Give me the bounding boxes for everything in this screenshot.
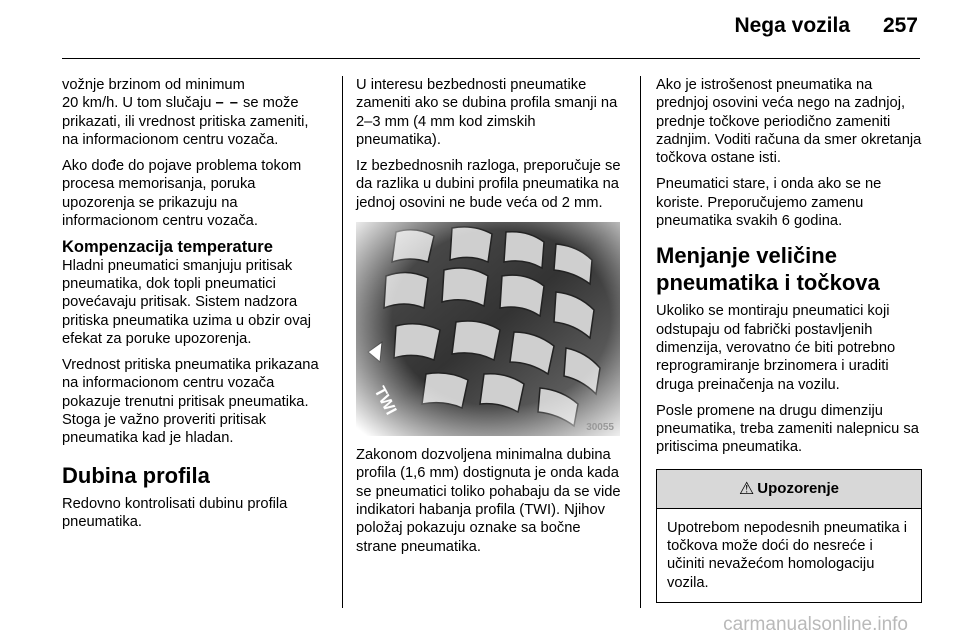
column-divider [640, 76, 641, 608]
section-heading: Dubina profila [62, 462, 210, 488]
warning-title: Upozorenje [757, 479, 839, 497]
page-number: 257 [882, 14, 918, 37]
paragraph: Vrednost pritiska pneumatika prikazana na informacionom centru vozača pokazuje trenutni pritisak pneumatika. Stoga je važno proveriti pritisak pneumatika kad je hladan. [62, 357, 319, 447]
warning-header [657, 470, 921, 509]
paragraph: Ukoliko se montiraju pneumatici koji odstupaju od fabrički postavljenih dimenzija, verovatno će biti potrebno reprogramiranje brzinomera i uraditi druga preinačenja na vozilu. [656, 303, 896, 393]
paragraph [62, 76, 328, 149]
paragraph: Iz bezbednosnih razloga, preporučuje se da razlika u dubini profila pneumatika na jednoj osovini ne bude veća od 2 mm. [356, 158, 621, 211]
warning-triangle-icon: ⚠ [739, 478, 755, 498]
paragraph: Pneumatici stare, i onda ako se ne koriste. Preporučujemo zamenu pneumatika svakih 6 godina. [656, 176, 882, 230]
column-divider [342, 76, 343, 608]
column-1 [62, 76, 328, 539]
paragraph: Zakonom dozvoljena minimalna dubina profila (1,6 mm) dostignuta je onda kada se pneumatici toliko pohabaju da se vide indikatori habanja profila (TWI). Njihov položaj pokazuju oznake sa bočne strane pneumatika. [356, 447, 621, 555]
paragraph: U interesu bezbednosti pneumatike zameniti ako se dubina profila smanji na 2–3 mm (4 mm kod zimskih pneumatika). [356, 77, 618, 148]
header-rule [62, 58, 920, 59]
paragraph: Ako je istrošenost pneumatika na prednjoj osovini veća nego na zadnjoj, prednje točkove periodično zameniti zadnjim. Voditi računa da smer okretanja točkova ostane isti. [656, 77, 922, 167]
section-heading: Kompenzacija temperature [62, 238, 273, 257]
paragraph: Redovno kontrolisati dubinu profila pneumatika. [62, 495, 288, 530]
watermark: carmanualsonline.info [723, 614, 908, 635]
warning-text: Upotrebom nepodesnih pneumatika i točkova može doći do nesreće i učiniti nevažećom homologaciju vozila. [667, 519, 908, 591]
paragraph: Hladni pneumatici smanjuju pritisak pneumatika, dok topli pneumatici povećavaju pritisak. Sistem nadzora pritiska pneumatika uzima u obzir ovaj efekat za poruke upozorenja. [62, 257, 311, 347]
tire-tread-illustration [356, 222, 620, 436]
column-2 [356, 76, 624, 564]
warning-box [656, 469, 922, 603]
paragraph: Ako dođe do pojave problema tokom procesa memorisanja, poruka upozorenja se prikazuju na informacionom centru vozača. [62, 158, 302, 230]
text: se može prikazati, ili vrednost pritiska zameniti, na informacionom centru vozača. [62, 95, 309, 148]
text: 20 km/h. U tom slučaju [62, 95, 212, 112]
figure-number: 30055 [586, 422, 614, 434]
column-3 [656, 76, 922, 603]
header-title: Nega vozila [734, 14, 850, 37]
text: vožnje brzinom od minimum [62, 77, 245, 93]
section-heading: Menjanje veličine pneumatika i točkova [656, 243, 880, 296]
paragraph: Posle promene na drugu dimenziju pneumatika, treba zameniti nalepnicu sa pritiscima pneumatika. [656, 402, 919, 456]
dash-symbol: – – [215, 95, 239, 112]
